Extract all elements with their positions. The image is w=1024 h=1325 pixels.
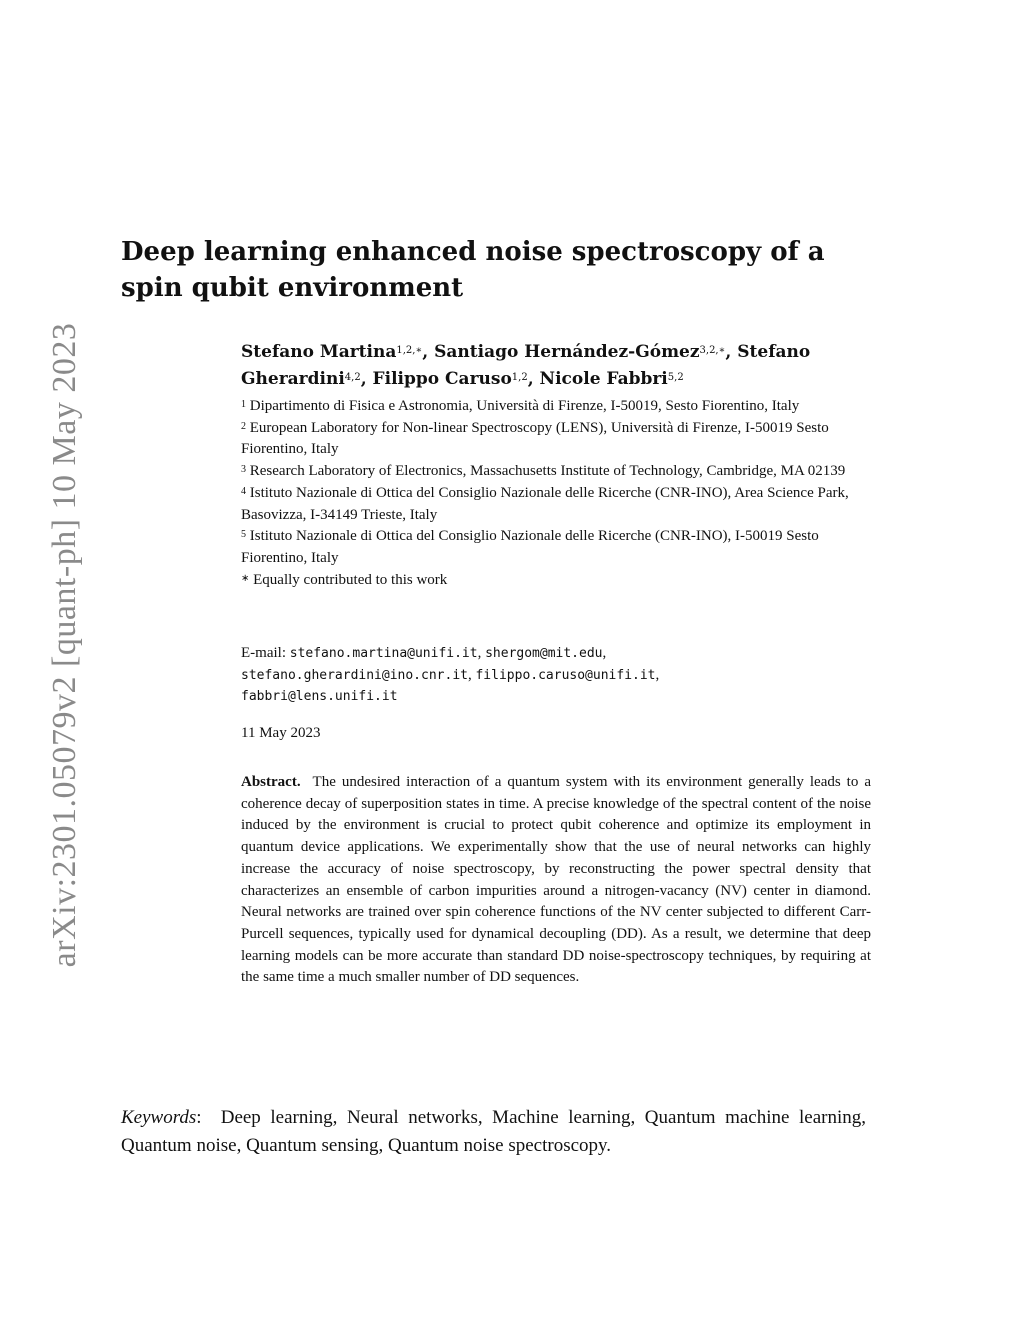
paper-title: Deep learning enhanced noise spectroscopy of a spin qubit environment: [121, 237, 825, 303]
author: Stefano Gherardini$^{4,2}$,: [241, 342, 811, 389]
affiliation: ∗ Equally contributed to this work: [241, 571, 448, 588]
affiliation: $^4$ Istituto Nazionale di Ottica del Consiglio Nazionale delle Ricerche (CNR-INO), Area Science Park, Basovizza, I-34149 Trieste, Italy: [241, 484, 849, 523]
affiliation: $^2$ European Laboratory for Non-linear Spectroscopy (LENS), Università di Firenze, I-50019 Sesto Fiorentino, Italy: [241, 419, 829, 458]
affiliation: $^5$ Istituto Nazionale di Ottica del Consiglio Nazionale delle Ricerche (CNR-INO), I-50019 Sesto Fiorentino, Italy: [241, 528, 819, 566]
author: Nicole Fabbri$^{5,2}$: [539, 369, 684, 389]
author: Filippo Caruso$^{1,2}$,: [372, 369, 540, 389]
paper-date: 11 May 2023: [241, 725, 321, 741]
email-address[interactable]: fabbri@lens.unifi.it: [241, 689, 398, 704]
keywords: Keywords: Deep learning, Neural networks, Machine learning, Quantum machine learning, Quantum noise, Quantum sensing, Quantum noise spectroscopy.: [121, 1107, 866, 1156]
arxiv-id: arXiv:2301.05079v2 [quant-ph] 10 May 2023: [46, 322, 83, 968]
affiliation: $^1$ Dipartimento di Fisica e Astronomia, Università di Firenze, I-50019, Sesto Fiorentino, Italy: [241, 398, 800, 414]
affiliation: $^3$ Research Laboratory of Electronics, Massachusetts Institute of Technology, Cambridge, MA 02139: [241, 463, 846, 480]
author-list: [241, 339, 871, 393]
abstract-label: Abstract.: [241, 774, 301, 790]
abstract-text: The undesired interaction of a quantum system with its environment generally leads to a coherence decay of superposition states in time. A precise knowledge of the spectral content of the noise induced by the environment is crucial to protect qubit coherence and optimize its employment in quantum device applications. We experimentally show that the use of neural networks can highly increase the accuracy of noise spectroscopy, by reconstructing the power spectral density that characterizes an ensemble of carbon impurities around a nitrogen-vacancy (NV) center in diamond. Neural networks are trained over spin coherence functions of the NV center subjected to different Carr-Purcell sequences, typically used for dynamical decoupling (DD). As a result, we determine that deep learning models can be more accurate than standard DD noise-spectroscopy techniques, by requiring at the same time a much smaller number of DD sequences.: [241, 774, 871, 986]
email-address[interactable]: stefano.martina@unifi.it: [289, 646, 478, 661]
keywords-label: Keywords: [121, 1107, 197, 1128]
email-address[interactable]: stefano.gherardini@ino.cnr.it: [241, 667, 468, 683]
email-address[interactable]: shergom@mit.edu: [485, 646, 603, 661]
author: Stefano Martina$^{1,2,∗}$,: [241, 342, 435, 362]
email-block: E-mail: stefano.martina@unifi.it, shergom@mit.edu, stefano.gherardini@ino.cnr.it, filippo.caruso@unifi.it, fabbri@lens.unifi.it: [241, 645, 660, 704]
author: Santiago Hernández-Gómez$^{3,2,∗}$,: [434, 342, 738, 362]
email-label: E-mail:: [241, 645, 290, 661]
affiliation-list: [241, 396, 871, 591]
email-address[interactable]: filippo.caruso@unifi.it: [475, 667, 656, 683]
keywords-text: Deep learning, Neural networks, Machine learning, Quantum machine learning, Quantum noise, Quantum sensing, Quantum noise spectroscopy.: [121, 1107, 866, 1156]
abstract: [241, 772, 871, 989]
